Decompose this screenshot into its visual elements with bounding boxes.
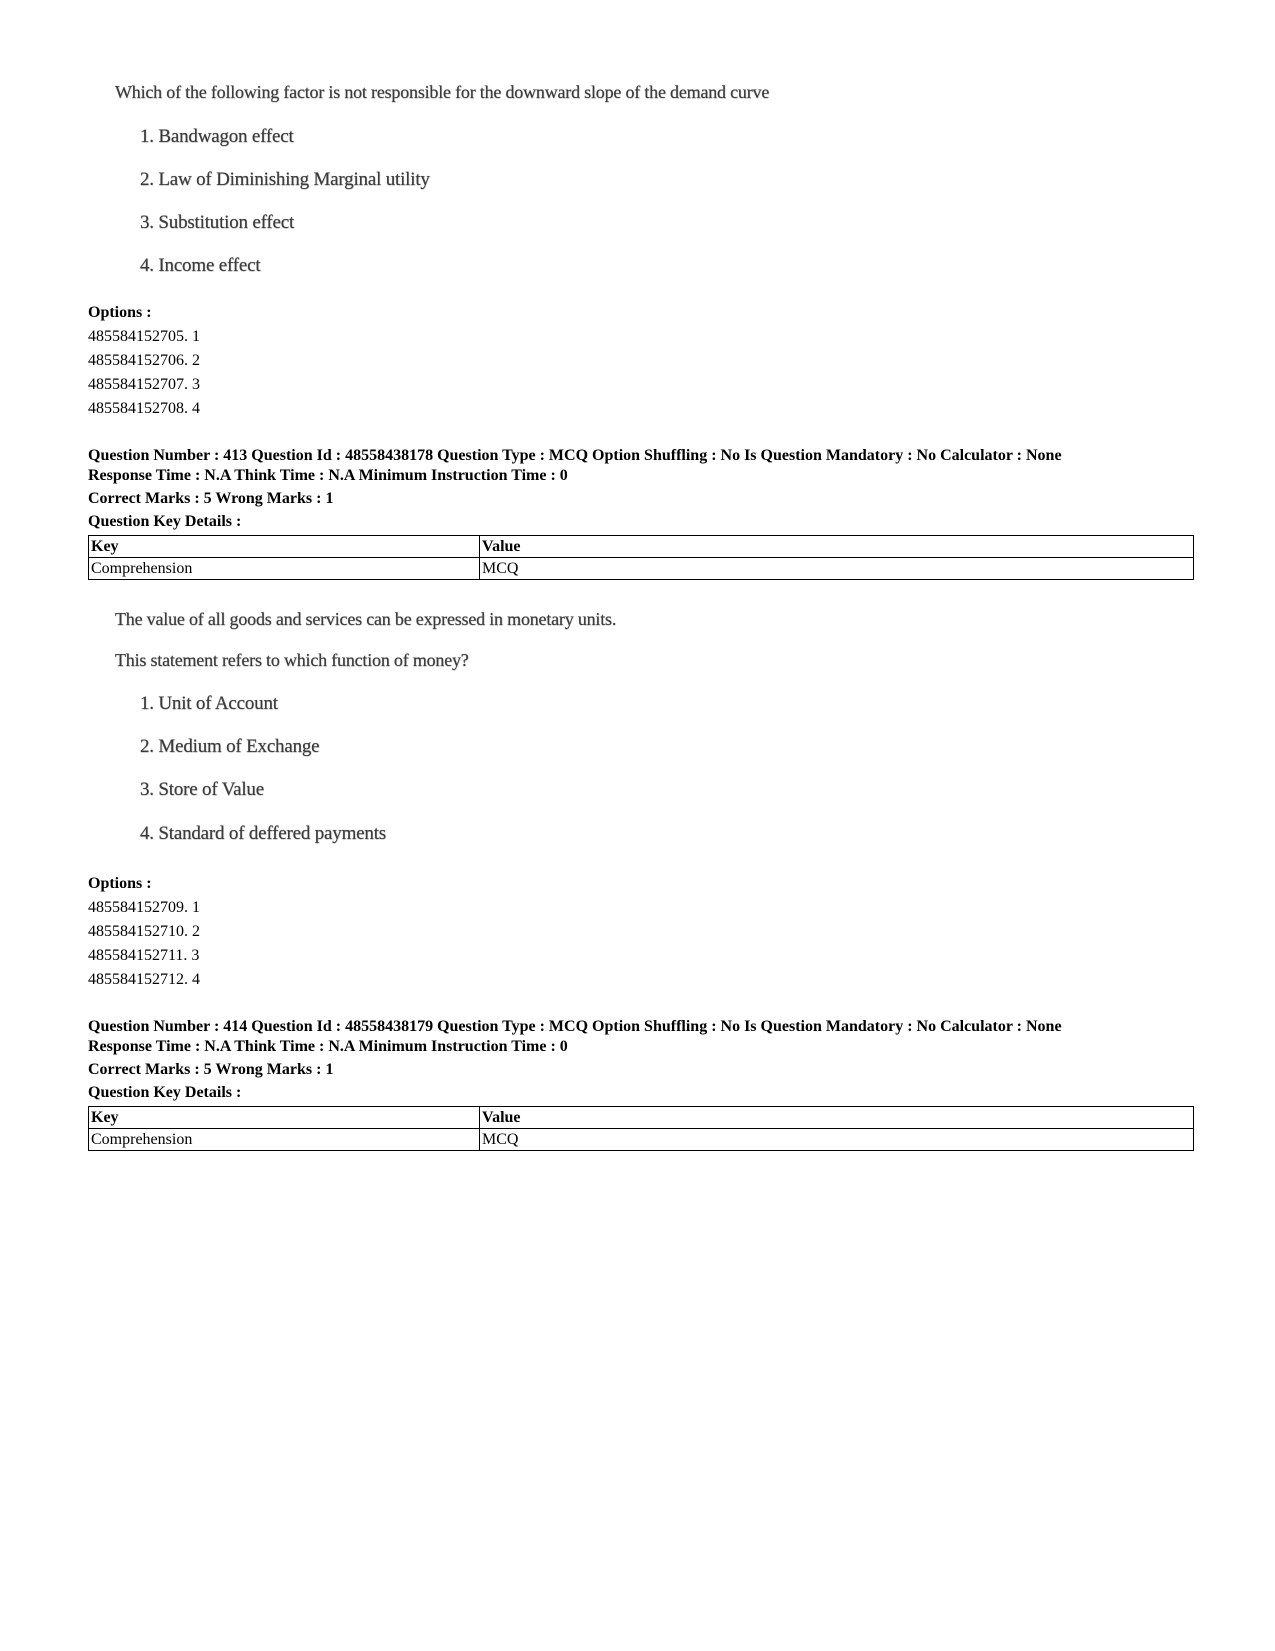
- table-header-cell: Key: [89, 536, 480, 558]
- question-414-meta-line-2: Response Time : N.A Think Time : N.A Minimum Instruction Time : 0: [88, 1038, 568, 1055]
- question-413-choice-2: 2. Medium of Exchange: [140, 736, 320, 757]
- table-header-row: [89, 1107, 1194, 1129]
- question-414-key-details-heading: Question Key Details :: [88, 1084, 242, 1101]
- question-413-choice-4: 4. Standard of deffered payments: [140, 823, 386, 844]
- option-item: 485584152711. 3: [88, 947, 200, 964]
- table-cell: Comprehension: [89, 558, 480, 580]
- question-413-key-table: [88, 535, 1194, 580]
- table-header-cell: Value: [480, 1107, 1194, 1129]
- question-412-choice-1: 1. Bandwagon effect: [140, 126, 294, 147]
- question-413-image: [0, 590, 900, 870]
- option-item: 485584152712. 4: [88, 971, 200, 988]
- table-cell: Comprehension: [89, 1129, 480, 1151]
- options-heading: Options :: [88, 875, 152, 892]
- question-414-meta: [88, 1017, 1208, 1103]
- question-414-marks: Correct Marks : 5 Wrong Marks : 1: [88, 1061, 334, 1078]
- question-413-options: [88, 872, 200, 992]
- question-414-meta-line-1: Question Number : 414 Question Id : 48558438179 Question Type : MCQ Option Shuffling : No Is Question Mandatory : No Calculator : None: [88, 1018, 1062, 1035]
- option-item: 485584152710. 2: [88, 923, 200, 940]
- option-item: 485584152707. 3: [88, 376, 200, 393]
- question-413-choice-1: 1. Unit of Account: [140, 693, 278, 714]
- question-412-choice-4: 4. Income effect: [140, 255, 261, 276]
- question-413-key-details-heading: Question Key Details :: [88, 513, 242, 530]
- question-413-marks: Correct Marks : 5 Wrong Marks : 1: [88, 490, 334, 507]
- table-cell: MCQ: [480, 558, 1194, 580]
- question-413-meta-line-1: Question Number : 413 Question Id : 48558438178 Question Type : MCQ Option Shuffling : No Is Question Mandatory : No Calculator : None: [88, 447, 1062, 464]
- table-cell: MCQ: [480, 1129, 1194, 1151]
- option-item: 485584152709. 1: [88, 899, 200, 916]
- question-413-meta-line-2: Response Time : N.A Think Time : N.A Minimum Instruction Time : 0: [88, 467, 568, 484]
- table-header-row: [89, 536, 1194, 558]
- question-412-choice-2: 2. Law of Diminishing Marginal utility: [140, 169, 430, 190]
- question-413-choice-3: 3. Store of Value: [140, 779, 264, 800]
- options-heading: Options :: [88, 304, 152, 321]
- option-item: 485584152706. 2: [88, 352, 200, 369]
- question-412-options: [88, 301, 200, 421]
- table-row: [89, 558, 1194, 580]
- question-414-key-table: [88, 1106, 1194, 1151]
- table-row: [89, 1129, 1194, 1151]
- option-item: 485584152708. 4: [88, 400, 200, 417]
- table-header-cell: Key: [89, 1107, 480, 1129]
- question-412-choice-3: 3. Substitution effect: [140, 212, 295, 233]
- question-412-image: [0, 0, 900, 290]
- table-header-cell: Value: [480, 536, 1194, 558]
- question-413-stem-line-1: The value of all goods and services can be expressed in monetary units.: [115, 609, 617, 629]
- option-item: 485584152705. 1: [88, 328, 200, 345]
- question-412-stem: Which of the following factor is not responsible for the downward slope of the demand curve: [115, 82, 770, 102]
- question-413-meta: [88, 446, 1208, 532]
- question-413-stem-line-2: This statement refers to which function of money?: [115, 650, 469, 670]
